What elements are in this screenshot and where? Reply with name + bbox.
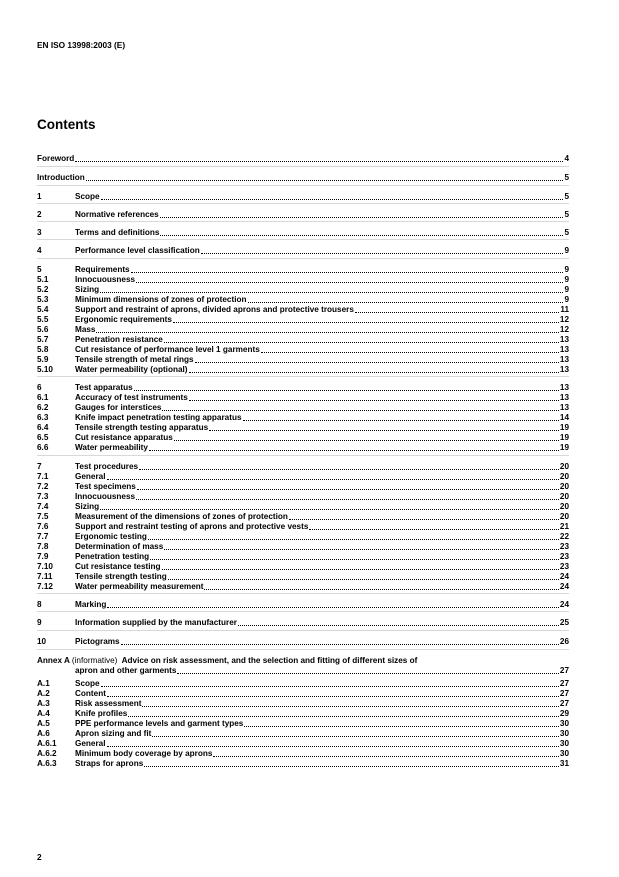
toc-entry-page: 27 (559, 699, 569, 708)
toc-entry-label: Innocuousness (75, 275, 136, 284)
dot-leader (160, 217, 564, 218)
toc-entry-label: Gauges for interstices (75, 403, 162, 412)
toc-entry[interactable] (37, 433, 569, 443)
toc-entry-page: 19 (559, 443, 569, 452)
toc-entry-label: Minimum body coverage by aprons (75, 749, 213, 758)
toc-entry-number: 7.5 (37, 512, 49, 521)
toc-entry-number: 5.9 (37, 355, 49, 364)
toc-entry[interactable] (37, 275, 569, 285)
dot-leader (148, 539, 559, 540)
toc-entry[interactable] (37, 482, 569, 492)
toc-entry[interactable] (37, 315, 569, 325)
toc-entry-page: 20 (559, 472, 569, 481)
toc-entry-number: 3 (37, 228, 42, 237)
toc-entry-page: 27 (559, 679, 569, 688)
toc-entry-number: 5.8 (37, 345, 49, 354)
toc-entry-number: A.6.2 (37, 749, 57, 758)
toc-entry-label: Support and restraint of aprons, divided aprons and protective trousers (75, 305, 354, 314)
toc-entry-label: Ergonomic requirements (75, 315, 172, 324)
toc-entry-number: 6.4 (37, 423, 49, 432)
dot-leader (213, 756, 558, 757)
toc-entry-label: Penetration testing (75, 552, 150, 561)
dot-leader (289, 519, 559, 520)
toc-entry-number: 7.7 (37, 532, 49, 541)
annex-toc-entry[interactable] (37, 719, 569, 729)
toc-entry[interactable] (37, 562, 569, 572)
toc-entry[interactable] (37, 600, 569, 610)
toc-entry-label: Risk assessment (75, 699, 142, 708)
toc-entry-number: 2 (37, 210, 42, 219)
toc-entry-number: 5.7 (37, 335, 49, 344)
toc-entry-page: 9 (564, 295, 569, 304)
dot-leader (149, 450, 559, 451)
toc-entry[interactable] (37, 423, 569, 433)
toc-entry-label: General (75, 472, 106, 481)
toc-entry-number: 5.3 (37, 295, 49, 304)
toc-entry-page: 20 (559, 482, 569, 491)
dot-leader (164, 549, 559, 550)
dot-leader (107, 607, 558, 608)
toc-entry-page: 24 (559, 582, 569, 591)
toc-entry-page: 20 (559, 492, 569, 501)
toc-entry[interactable] (37, 355, 569, 365)
dot-leader (131, 272, 564, 273)
annex-toc-entry[interactable] (37, 739, 569, 749)
toc-entry-page: 13 (559, 335, 569, 344)
toc-entry[interactable] (37, 618, 569, 628)
toc-entry-page: 12 (559, 325, 569, 334)
divider (37, 166, 569, 167)
annex-toc-entry[interactable] (37, 759, 569, 769)
toc-entry-label: Penetration resistance (75, 335, 163, 344)
dot-leader (101, 199, 564, 200)
toc-entry-page: 19 (559, 423, 569, 432)
toc-entry[interactable] (37, 383, 569, 393)
toc-entry[interactable] (37, 413, 569, 423)
toc-entry-page: 13 (559, 393, 569, 402)
toc-entry[interactable] (37, 443, 569, 453)
toc-entry-page: 22 (559, 532, 569, 541)
toc-entry-label: Accuracy of test instruments (75, 393, 188, 402)
dot-leader (209, 430, 559, 431)
dot-leader (96, 332, 558, 333)
dot-leader (136, 282, 563, 283)
toc-entry[interactable] (37, 325, 569, 335)
toc-entry[interactable] (37, 295, 569, 305)
divider (37, 593, 569, 594)
toc-entry-page: 21 (559, 522, 569, 531)
toc-entry-label: Water permeability measurement (75, 582, 204, 591)
toc-entry-page: 19 (559, 433, 569, 442)
toc-entry-page: 30 (559, 729, 569, 738)
annex-title-line1: Advice on risk assessment, and the selection and fitting of different sizes of (121, 656, 418, 665)
divider (37, 258, 569, 259)
dot-leader (261, 352, 559, 353)
toc-entry-number: 7.1 (37, 472, 49, 481)
toc-entry-label: Apron sizing and fit (75, 729, 152, 738)
toc-entry-page: 29 (559, 709, 569, 718)
toc-entry-label: Foreword (37, 154, 75, 163)
toc-entry[interactable] (37, 285, 569, 295)
toc-entry-number: A.6.1 (37, 739, 57, 748)
toc-entry[interactable] (37, 403, 569, 413)
toc-entry[interactable] (37, 154, 569, 164)
toc-entry-number: 7.2 (37, 482, 49, 491)
toc-entry[interactable] (37, 210, 569, 220)
toc-entry-page: 20 (559, 512, 569, 521)
toc-entry-page: 12 (559, 315, 569, 324)
toc-entry-page: 23 (559, 562, 569, 571)
toc-entry-number: 1 (37, 192, 42, 201)
dot-leader (152, 736, 558, 737)
toc-entry-page: 23 (559, 552, 569, 561)
toc-entry-label: Measurement of the dimensions of zones of protection (75, 512, 288, 521)
toc-entry-number: A.6 (37, 729, 50, 738)
toc-entry-page: 9 (564, 265, 569, 274)
toc-entry-number: 5.5 (37, 315, 49, 324)
toc-entry-label: Knife profiles (75, 709, 128, 718)
toc-entry[interactable] (37, 246, 569, 256)
toc-entry[interactable] (37, 637, 569, 647)
toc-entry[interactable] (37, 542, 569, 552)
dot-leader (173, 322, 559, 323)
toc-entry-label: Cut resistance testing (75, 562, 161, 571)
toc-entry-page: 24 (559, 600, 569, 609)
divider (37, 649, 569, 650)
toc-entry-label: Knife impact penetration testing apparatus (75, 413, 242, 422)
toc-entry-label: Sizing (75, 285, 100, 294)
toc-entry-page: 30 (559, 739, 569, 748)
toc-entry-page: 13 (559, 355, 569, 364)
document-header: EN ISO 13998:2003 (E) (37, 40, 126, 50)
toc-entry-page: 9 (564, 285, 569, 294)
toc-entry-number: 6.2 (37, 403, 49, 412)
toc-entry-number: A.6.3 (37, 759, 57, 768)
toc-entry-label: Requirements (75, 265, 130, 274)
dot-leader (136, 499, 559, 500)
toc-entry-label: Innocuousness (75, 492, 136, 501)
toc-entry[interactable] (37, 365, 569, 375)
annex-toc-entry[interactable] (37, 689, 569, 699)
dot-leader (107, 479, 559, 480)
dot-leader (160, 235, 563, 236)
toc-entry-page: 27 (559, 689, 569, 698)
toc-entry-page: 31 (559, 759, 569, 768)
dot-leader (142, 706, 558, 707)
divider (37, 239, 569, 240)
toc-entry-label: Scope (75, 679, 100, 688)
toc-entry-page: 25 (559, 618, 569, 627)
dot-leader (164, 342, 559, 343)
annex-toc-entry[interactable] (37, 749, 569, 759)
toc-entry[interactable] (37, 522, 569, 532)
toc-entry-number: 7.11 (37, 572, 53, 581)
toc-entry-number: 6.6 (37, 443, 49, 452)
toc-entry-number: 8 (37, 600, 42, 609)
page-title: Contents (37, 117, 96, 132)
toc-entry-page: 9 (564, 246, 569, 255)
toc-entry-label: Pictograms (75, 637, 120, 646)
toc-entry-label: PPE performance levels and garment types (75, 719, 244, 728)
toc-entry-number: 5.1 (37, 275, 49, 284)
toc-entry-label: Support and restraint testing of aprons and protective vests (75, 522, 309, 531)
toc-entry-number: 6.3 (37, 413, 49, 422)
annex-type: (informative) (71, 656, 118, 665)
toc-entry-number: A.1 (37, 679, 50, 688)
dot-leader (162, 410, 558, 411)
dot-leader (107, 746, 559, 747)
toc-entry-page: 24 (559, 572, 569, 581)
dot-leader (177, 673, 558, 674)
toc-entry-number: 7.3 (37, 492, 49, 501)
dot-leader (168, 579, 559, 580)
toc-entry-label: Minimum dimensions of zones of protection (75, 295, 247, 304)
toc-entry-label: Tensile strength testing (75, 572, 167, 581)
toc-entry[interactable] (37, 512, 569, 522)
divider (37, 611, 569, 612)
toc-entry-page: 20 (559, 502, 569, 511)
toc-entry-number: 4 (37, 246, 42, 255)
toc-entry[interactable] (37, 335, 569, 345)
toc-entry-page: 20 (559, 462, 569, 471)
annex-toc-entry[interactable] (37, 699, 569, 709)
dot-leader (128, 716, 559, 717)
dot-leader (309, 529, 559, 530)
dot-leader (248, 302, 564, 303)
toc-entry[interactable] (37, 572, 569, 582)
divider (37, 376, 569, 377)
toc-entry-label: Information supplied by the manufacturer (75, 618, 237, 627)
annex-toc-entry[interactable] (37, 729, 569, 739)
toc-entry-number: A.5 (37, 719, 50, 728)
toc-entry-page: 13 (559, 365, 569, 374)
toc-entry[interactable] (37, 265, 569, 275)
dot-leader (189, 372, 559, 373)
dot-leader (162, 569, 559, 570)
toc-entry-number: 5.4 (37, 305, 49, 314)
dot-leader (244, 726, 559, 727)
toc-entry-page: 5 (564, 228, 569, 237)
toc-entry[interactable] (37, 472, 569, 482)
dot-leader (86, 180, 564, 181)
toc-entry-number: A.2 (37, 689, 50, 698)
toc-entry-page: 14 (559, 413, 569, 422)
dot-leader (150, 559, 559, 560)
toc-entry-label: Sizing (75, 502, 100, 511)
toc-entry-number: 5 (37, 265, 42, 274)
toc-entry-label: Cut resistance of performance level 1 garments (75, 345, 260, 354)
toc-entry[interactable] (37, 502, 569, 512)
dot-leader (100, 509, 559, 510)
toc-entry-label: Determination of mass (75, 542, 164, 551)
toc-entry-number: A.3 (37, 699, 50, 708)
toc-entry-number: 7 (37, 462, 42, 471)
toc-entry-label: Test procedures (75, 462, 139, 471)
toc-entry-number: 7.4 (37, 502, 49, 511)
dot-leader (201, 253, 564, 254)
toc-entry-label: Cut resistance apparatus (75, 433, 173, 442)
toc-entry-page: 5 (564, 173, 569, 182)
dot-leader (195, 362, 559, 363)
dot-leader (101, 686, 559, 687)
toc-entry-page: 13 (559, 345, 569, 354)
divider (37, 185, 569, 186)
dot-leader (134, 390, 559, 391)
annex-toc-entry[interactable] (37, 709, 569, 719)
toc-entry-number: 5.6 (37, 325, 49, 334)
dot-leader (139, 469, 559, 470)
toc-entry-page: 30 (559, 749, 569, 758)
dot-leader (100, 292, 563, 293)
toc-entry[interactable] (37, 393, 569, 403)
toc-entry-number: 10 (37, 637, 47, 646)
dot-leader (243, 420, 559, 421)
toc-entry[interactable] (37, 532, 569, 542)
divider (37, 203, 569, 204)
toc-entry-number: 7.12 (37, 582, 53, 591)
toc-entry-page: 11 (560, 305, 569, 314)
toc-entry[interactable] (37, 192, 569, 202)
toc-entry-label: Introduction (37, 173, 85, 182)
toc-entry-label: Tensile strength of metal rings (75, 355, 194, 364)
toc-entry-label: Water permeability (75, 443, 148, 452)
toc-entry-page: 4 (564, 154, 569, 163)
toc-entry-label: Content (75, 689, 106, 698)
toc-entry[interactable] (37, 552, 569, 562)
dot-leader (107, 696, 559, 697)
toc-entry-label: Test specimens (75, 482, 136, 491)
toc-entry-label: Ergonomic testing (75, 532, 147, 541)
toc-entry-page: 5 (564, 192, 569, 201)
annex-page: 27 (559, 666, 569, 675)
toc-entry-page: 13 (559, 403, 569, 412)
toc-entry-number: 7.6 (37, 522, 49, 531)
toc-entry-number: A.4 (37, 709, 50, 718)
toc-entry-page: 26 (559, 637, 569, 646)
toc-entry-label: Straps for aprons (75, 759, 144, 768)
toc-entry-label: Marking (75, 600, 107, 609)
toc-entry-number: 6 (37, 383, 42, 392)
toc-entry-label: General (75, 739, 106, 748)
toc-entry-page: 13 (559, 383, 569, 392)
annex-heading[interactable] (37, 656, 569, 666)
dot-leader (144, 766, 559, 767)
toc-entry-label: Water permeability (optional) (75, 365, 188, 374)
dot-leader (174, 440, 559, 441)
divider (37, 630, 569, 631)
toc-entry[interactable] (37, 462, 569, 472)
annex-prefix: Annex A (37, 656, 70, 665)
toc-entry-page: 30 (559, 719, 569, 728)
toc-entry-number: 7.9 (37, 552, 49, 561)
toc-entry-page: 9 (564, 275, 569, 284)
toc-entry[interactable] (37, 173, 569, 183)
toc-entry[interactable] (37, 305, 569, 315)
annex-title-line2: apron and other garments (75, 666, 177, 675)
page-number: 2 (37, 852, 42, 862)
toc-entry-label: Test apparatus (75, 383, 133, 392)
dot-leader (121, 644, 559, 645)
toc-entry-number: 7.10 (37, 562, 53, 571)
annex-toc-entry[interactable] (37, 679, 569, 689)
toc-entry-number: 6.1 (37, 393, 49, 402)
toc-entry-label: Performance level classification (75, 246, 200, 255)
toc-entry-label: Tensile strength testing apparatus (75, 423, 209, 432)
toc-entry-number: 6.5 (37, 433, 49, 442)
toc-entry[interactable] (37, 228, 569, 238)
toc-entry-number: 5.10 (37, 365, 53, 374)
annex-heading-continued (75, 666, 569, 676)
toc-entry-label: Mass (75, 325, 96, 334)
dot-leader (137, 489, 559, 490)
dot-leader (75, 161, 563, 162)
toc-entry-page: 23 (559, 542, 569, 551)
divider (37, 221, 569, 222)
toc-entry-number: 9 (37, 618, 42, 627)
toc-entry-label: Scope (75, 192, 100, 201)
toc-entry-number: 5.2 (37, 285, 49, 294)
divider (37, 455, 569, 456)
dot-leader (355, 312, 559, 313)
toc-entry[interactable] (37, 492, 569, 502)
toc-entry-label: Normative references (75, 210, 159, 219)
toc-entry-number: 7.8 (37, 542, 49, 551)
dot-leader (204, 589, 558, 590)
toc-entry[interactable] (37, 345, 569, 355)
toc-entry[interactable] (37, 582, 569, 592)
dot-leader (238, 625, 559, 626)
dot-leader (189, 400, 559, 401)
toc-entry-page: 5 (564, 210, 569, 219)
toc-entry-label: Terms and definitions (75, 228, 160, 237)
